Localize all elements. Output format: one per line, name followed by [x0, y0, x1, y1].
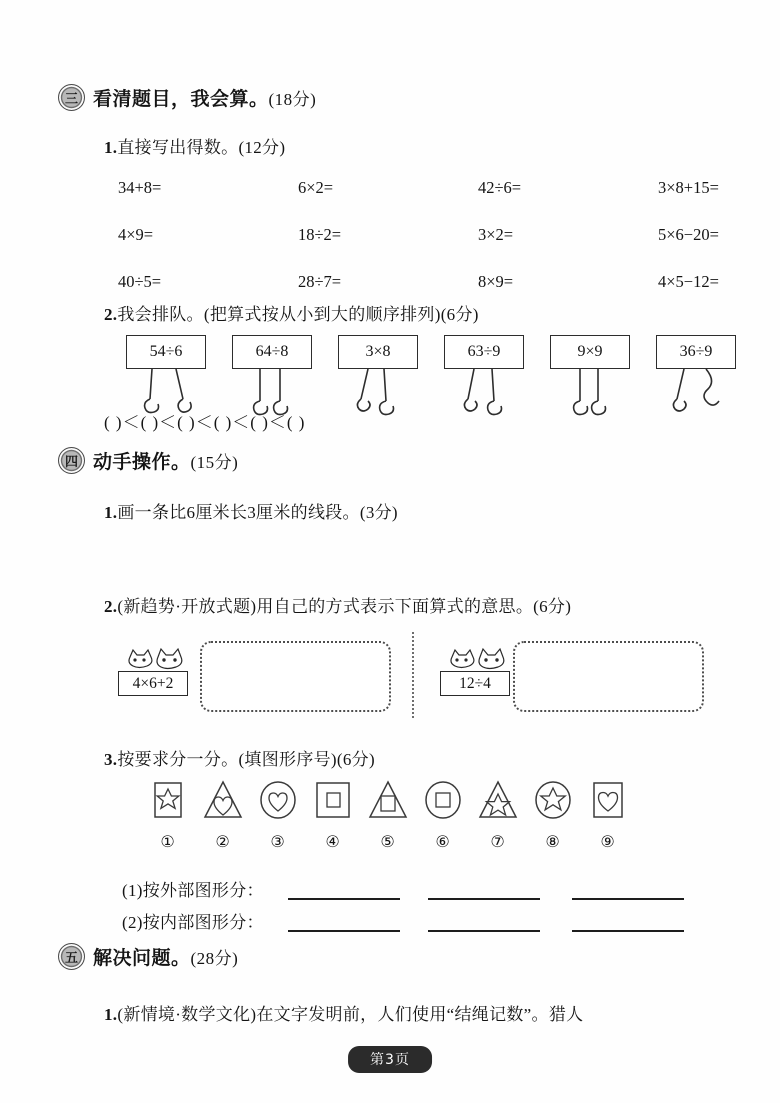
blank-field[interactable]: [572, 930, 684, 932]
section-badge-three: 三: [58, 84, 85, 111]
lineup-figure: [126, 335, 206, 419]
lineup-figure: [338, 335, 418, 419]
lineup-box-label: 63÷9: [444, 335, 524, 369]
circle-with-square-icon: [419, 777, 467, 825]
triangle-with-square-icon: [364, 777, 412, 825]
arith-expression: 42÷6=: [478, 178, 522, 197]
arith-expression: 6×2=: [298, 178, 334, 197]
lineup-figures: [126, 335, 736, 419]
shape-number: ⑨: [600, 832, 615, 851]
vertical-divider: [412, 632, 414, 718]
question-5-1-prompt: 1.(新情境·数学文化)在文字发明前，人们使用“结绳记数”。猎人: [104, 1005, 584, 1024]
shape-item: [415, 777, 470, 851]
shape-item: [470, 777, 525, 851]
section-badge-five: 五: [58, 943, 85, 970]
arith-expression: 34+8=: [118, 178, 162, 197]
square-with-heart-icon: [584, 777, 632, 825]
blank-field[interactable]: [572, 898, 684, 900]
shape-number: ⑧: [545, 832, 560, 851]
question-4-2-prompt: 2.(新趋势·开放式题)用自己的方式表示下面算式的意思。(6分): [104, 597, 572, 616]
lineup-box-label: 36÷9: [656, 335, 736, 369]
arith-expression: 40÷5=: [118, 272, 162, 291]
shape-item: [580, 777, 635, 851]
shape-number: ⑦: [490, 832, 505, 851]
expression-sign-right: 12÷4: [440, 671, 510, 696]
expression-sign-left: 4×6+2: [118, 671, 188, 696]
lineup-box-label: 9×9: [550, 335, 630, 369]
cat-heads-icon: [444, 645, 510, 671]
lineup-box-label: 3×8: [338, 335, 418, 369]
shape-number: ④: [325, 832, 340, 851]
shape-gallery: [140, 777, 635, 851]
legs-icon: [444, 369, 524, 419]
section-header-five: [58, 943, 238, 970]
circle-with-heart-icon: [254, 777, 302, 825]
arithmetic-grid: [118, 178, 780, 292]
legs-icon: [550, 369, 630, 419]
shape-number: ①: [160, 832, 175, 851]
arith-expression: 3×8+15=: [658, 178, 719, 197]
shape-item: [525, 777, 580, 851]
lineup-box-label: 54÷6: [126, 335, 206, 369]
legs-icon: [338, 369, 418, 419]
triangle-with-heart-icon: [199, 777, 247, 825]
page-footer: 第3页: [348, 1046, 432, 1073]
arith-expression: 5×6−20=: [658, 225, 719, 244]
blank-field[interactable]: [288, 898, 400, 900]
lineup-figure: [550, 335, 630, 419]
blank-field[interactable]: [428, 898, 540, 900]
blank-field[interactable]: [288, 930, 400, 932]
cat-sign-right: [440, 645, 510, 696]
question-4-1-prompt: 1.画一条比6厘米长3厘米的线段。(3分): [104, 503, 398, 522]
lineup-figure: [232, 335, 312, 419]
question-4-3-prompt: 3.按要求分一分。(填图形序号)(6分): [104, 750, 375, 769]
shape-number: ③: [270, 832, 285, 851]
shape-item: [140, 777, 195, 851]
cat-sign-left: [118, 645, 188, 696]
answer-box-left[interactable]: [200, 641, 391, 712]
shape-item: [360, 777, 415, 851]
shape-item: [195, 777, 250, 851]
lineup-figure: [656, 335, 736, 419]
arith-expression: 4×9=: [118, 225, 154, 244]
question-4-3-sub1-label: (1)按外部图形分：: [122, 881, 264, 900]
lineup-answer-row[interactable]: ( )＜( )＜( )＜( )＜( )＜( ): [104, 413, 306, 432]
shape-number: ⑤: [380, 832, 395, 851]
section-header-three: [58, 84, 316, 111]
shape-number: ⑥: [435, 832, 450, 851]
question-3-1-prompt: 1.直接写出得数。(12分): [104, 138, 286, 157]
question-3-2-prompt: 2.我会排队。(把算式按从小到大的顺序排列)(6分): [104, 305, 479, 324]
section-title-four: 动手操作。(15分): [93, 452, 239, 473]
square-with-square-icon: [309, 777, 357, 825]
lineup-figure: [444, 335, 524, 419]
blank-field[interactable]: [428, 930, 540, 932]
arith-expression: 8×9=: [478, 272, 514, 291]
square-with-star-icon: [144, 777, 192, 825]
shape-number: ②: [215, 832, 230, 851]
arith-expression: 28÷7=: [298, 272, 342, 291]
shape-item: [250, 777, 305, 851]
section-title-five: 解决问题。(28分): [93, 948, 239, 969]
section-header-four: [58, 447, 238, 474]
circle-with-star-icon: [529, 777, 577, 825]
section-title-three: 看清题目，我会算。(18分): [93, 89, 317, 110]
legs-icon: [656, 369, 736, 419]
answer-box-right[interactable]: [513, 641, 704, 712]
arith-expression: 3×2=: [478, 225, 514, 244]
lineup-box-label: 64÷8: [232, 335, 312, 369]
arith-expression: 18÷2=: [298, 225, 342, 244]
arith-expression: 4×5−12=: [658, 272, 719, 291]
triangle-with-star-icon: [474, 777, 522, 825]
cat-heads-icon: [122, 645, 188, 671]
question-4-3-sub2-label: (2)按内部图形分：: [122, 913, 264, 932]
shape-item: [305, 777, 360, 851]
section-badge-four: 四: [58, 447, 85, 474]
